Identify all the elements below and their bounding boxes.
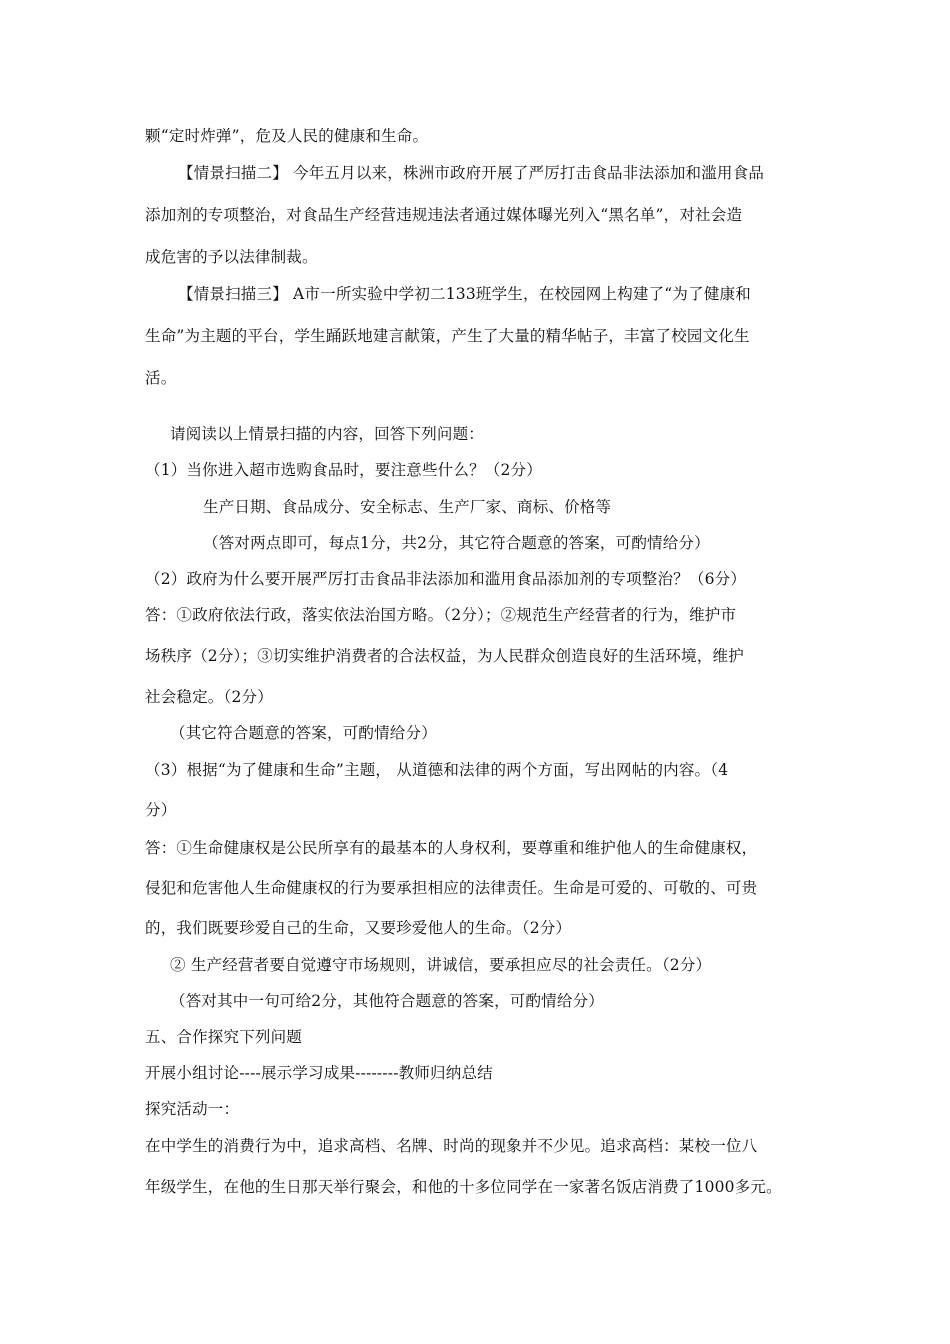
answer-3-line: 的，我们既要珍爱自己的生命，又要珍爱他人的生命。（2分） xyxy=(145,919,572,937)
activity-one-text: 在中学生的消费行为中，追求高档、名牌、时尚的现象并不少见。追求高档：某校一位八 xyxy=(145,1137,758,1155)
answer-1-note: （答对两点即可，每点1分，共2分，其它符合题意的答案，可酌情给分） xyxy=(203,534,710,552)
answer-1: 生产日期、食品成分、安全标志、生产厂家、商标、价格等 xyxy=(203,498,612,516)
answer-2-line: 场秩序（2分）；③切实维护消费者的合法权益，为人民群众创造良好的生活环境，维护 xyxy=(145,647,744,665)
scenario-two-heading-line: 【情景扫描二】 今年五月以来，株洲市政府开展了严厉打击食品非法添加和滥用食品 xyxy=(178,164,765,182)
text-line: 活。 xyxy=(145,369,177,387)
question-2: （2）政府为什么要开展严厉打击食品非法添加和滥用食品添加剂的专项整治？（6分） xyxy=(145,570,747,588)
question-3-cont: 分） xyxy=(145,801,177,819)
section-five-heading: 五、合作探究下列问题 xyxy=(145,1028,303,1046)
answer-2-line: 答：①政府依法行政，落实依法治国方略。（2分）；②规范生产经营者的行为，维护市 xyxy=(145,606,737,624)
answer-3-point-2: ② 生产经营者要自觉遵守市场规则，讲诚信，要承担应尽的社会责任。（2分） xyxy=(170,956,712,974)
activity-one-text: 年级学生，在他的生日那天举行聚会，和他的十多位同学在一家著名饭店消费了1000多元。 xyxy=(145,1178,782,1196)
text-line: 添加剂的专项整治，对食品生产经营违规违法者通过媒体曝光列入“黑名单”，对社会造 xyxy=(145,206,743,224)
answer-3-line: 侵犯和危害他人生命健康权的行为要承担相应的法律责任。生命是可爱的、可敬的、可贵 xyxy=(145,879,758,897)
activity-one-heading: 探究活动一： xyxy=(145,1100,240,1118)
answer-3-line: 答：①生命健康权是公民所享有的最基本的人身权利，要尊重和维护他人的生命健康权， xyxy=(145,839,758,857)
discussion-flow: 开展小组讨论----展示学习成果--------教师归纳总结 xyxy=(145,1064,493,1082)
answer-2-line: 社会稳定。（2分） xyxy=(145,688,273,706)
instruction-line: 请阅读以上情景扫描的内容，回答下列问题： xyxy=(170,425,485,443)
scenario-three-heading-line: 【情景扫描三】 A市一所实验中学初二133班学生，在校园网上构建了“为了健康和 xyxy=(178,285,751,303)
question-3: （3）根据“为了健康和生命”主题， 从道德和法律的两个方面，写出网帖的内容。（4 xyxy=(145,761,729,779)
answer-3-note: （答对其中一句可给2分，其他符合题意的答案，可酌情给分） xyxy=(170,992,604,1010)
answer-2-note: （其它符合题意的答案，可酌情给分） xyxy=(170,724,437,742)
text-line: 生命”为主题的平台，学生踊跃地建言献策，产生了大量的精华帖子，丰富了校园文化生 xyxy=(145,327,750,345)
text-line: 颗“定时炸弹”，危及人民的健康和生命。 xyxy=(145,127,429,145)
question-1: （1）当你进入超市选购食品时，要注意些什么？（2分） xyxy=(145,461,542,479)
text-line: 成危害的予以法律制裁。 xyxy=(145,248,318,266)
